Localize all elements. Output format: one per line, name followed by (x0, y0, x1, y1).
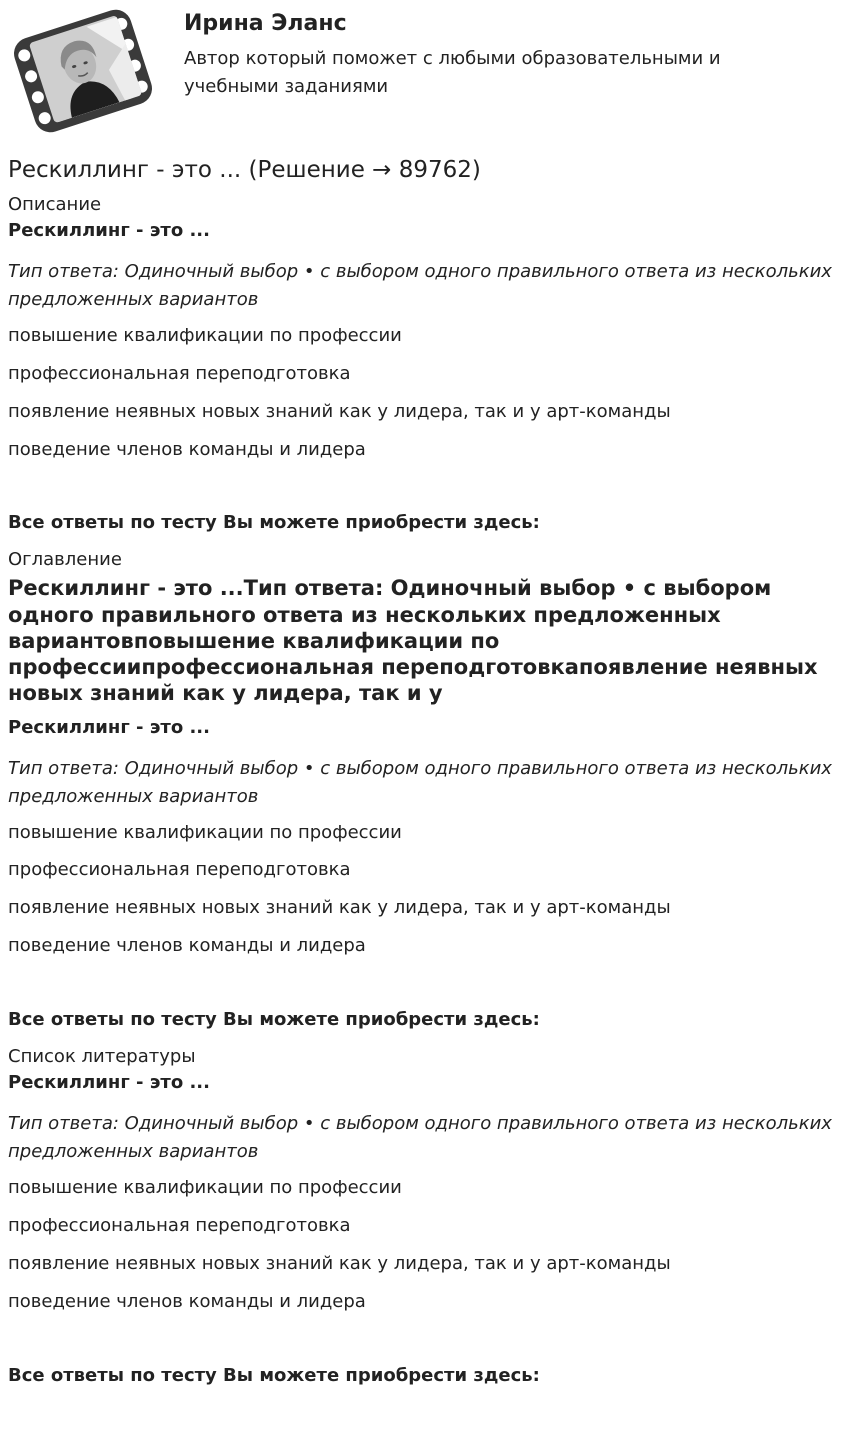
answer-option: повышение квалификации по профессии (8, 821, 402, 843)
answer-type: Тип ответа: Одиночный выбор • с выбором одного правильного ответа из нескольких предложенных вариантов (8, 757, 832, 807)
section-contents (8, 547, 838, 1034)
buy-answers-link[interactable]: Все ответы по тесту Вы можете приобрести здесь: (8, 1009, 540, 1031)
contents-heading: Рескиллинг - это ...Тип ответа: Одиночный выбор • с выбором одного правильного ответа из нескольких предложенных вариантовповышение квалификации по профессиипрофессиональная переподготовкапоявление неявных новых знаний как у лидера, так и у (8, 576, 818, 706)
answer-option: профессиональная переподготовка (8, 362, 351, 384)
author-description: Автор который поможет с любыми образовательными и учебными заданиями (184, 47, 721, 98)
section-references (8, 1044, 838, 1389)
author-info (184, 8, 804, 102)
answer-option: появление неявных новых знаний как у лидера, так и у арт-команды (8, 897, 671, 919)
answer-option: профессиональная переподготовка (8, 859, 351, 881)
author-block (8, 8, 838, 134)
answer-option: поведение членов команды и лидера (8, 935, 366, 957)
answer-option: повышение квалификации по профессии (8, 1176, 402, 1198)
buy-answers-link[interactable]: Все ответы по тесту Вы можете приобрести здесь: (8, 512, 540, 534)
section-description (8, 192, 838, 537)
answer-option: профессиональная переподготовка (8, 1214, 351, 1236)
answer-option: поведение членов команды и лидера (8, 1290, 366, 1312)
question-title: Рескиллинг - это ... (8, 1072, 210, 1094)
answer-option: повышение квалификации по профессии (8, 324, 402, 346)
answer-option: поведение членов команды и лидера (8, 438, 366, 460)
page-title: Рескиллинг - это ... (Решение → 89762) (8, 157, 481, 183)
answer-type: Тип ответа: Одиночный выбор • с выбором одного правильного ответа из нескольких предложенных вариантов (8, 261, 832, 310)
section-label: Список литературы (8, 1045, 196, 1067)
section-label: Описание (8, 193, 102, 215)
question-title: Рескиллинг - это ... (8, 219, 210, 241)
question-title: Рескиллинг - это ... (8, 716, 210, 738)
answer-option: появление неявных новых знаний как у лидера, так и у арт-команды (8, 1252, 671, 1274)
author-portrait-icon (8, 8, 158, 134)
spacer (8, 970, 838, 1006)
buy-answers-link[interactable]: Все ответы по тесту Вы можете приобрести здесь: (8, 1364, 540, 1386)
answer-type: Тип ответа: Одиночный выбор • с выбором одного правильного ответа из нескольких предложенных вариантов (8, 1113, 832, 1163)
author-name[interactable]: Ирина Эланс (184, 11, 347, 36)
spacer (8, 473, 838, 509)
answer-option: появление неявных новых знаний как у лидера, так и у арт-команды (8, 400, 671, 422)
section-label: Оглавление (8, 549, 122, 571)
author-avatar (8, 8, 158, 134)
spacer (8, 1326, 838, 1362)
